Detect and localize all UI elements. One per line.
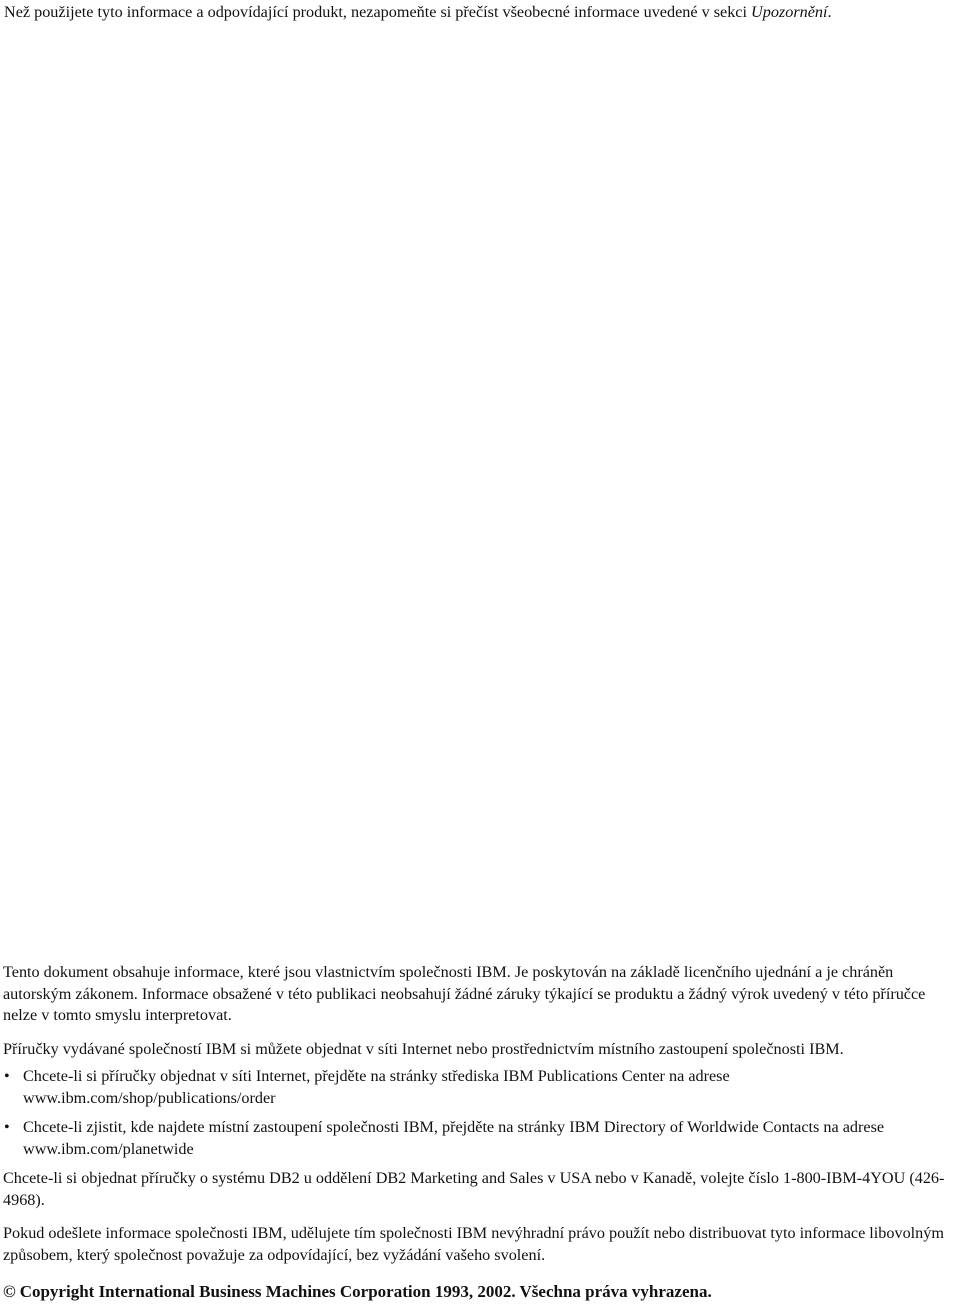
read-notices-end: . [827, 3, 832, 21]
list-item [3, 1117, 955, 1160]
db2-ordering-paragraph: Chcete-li si objednat příručky o systému DB2 u oddělení DB2 Marketing and Sales v USA nebo v Kanadě, volejte číslo 1-800-IBM-4YOU (426-4968). [3, 1169, 945, 1209]
notices-section-link-text: Upozornění [751, 3, 828, 21]
bullet-icon: • [4, 1067, 10, 1085]
ordering-intro-paragraph: Příručky vydávané společností IBM si můžete objednat v síti Internet nebo prostřednictvím místního zastoupení společnosti IBM. [3, 1039, 844, 1058]
read-notices-text: Než použijete tyto informace a odpovídající produkt, nezapomeňte si přečíst všeobecné informace uvedené v sekci [4, 3, 752, 21]
bullet-icon: • [4, 1118, 10, 1136]
copyright-line [3, 1280, 955, 1304]
copyright-icon: © [3, 1282, 16, 1301]
read-notices-note [4, 1, 954, 23]
worldwide-contacts-text: Chcete-li zjistit, kde najdete místní zastoupení společnosti IBM, přejděte na stránky IBM Directory of Worldwide Contacts na adrese www.ibm.com/planetwide [23, 1118, 885, 1158]
copyright-text: Copyright International Business Machines Corporation 1993, 2002. Všechna práva vyhrazena. [19, 1282, 712, 1301]
list-item [3, 1066, 955, 1109]
ordering-options-list [3, 1066, 955, 1160]
legal-notice-block [3, 962, 955, 1278]
publications-center-text: Chcete-li si příručky objednat v síti Internet, přejděte na stránky střediska IBM Publications Center na adrese www.ibm.com/shop/publications/order [23, 1067, 730, 1107]
ownership-paragraph: Tento dokument obsahuje informace, které jsou vlastnictvím společnosti IBM. Je poskytován na základě licenčního ujednání a je chráněn autorským zákonem. Informace obsažené v této publikaci neobsahují žádné záruky týkající se produktu a žádný výrok uvedený v této příručce nelze v tomto smyslu interpretovat. [3, 963, 926, 1024]
rights-grant-paragraph: Pokud odešlete informace společnosti IBM, udělujete tím společnosti IBM nevýhradní právo použít nebo distribuovat tyto informace libovolným způsobem, který společnost považuje za odpovídající, bez vyžádání vašeho svolení. [3, 1224, 944, 1264]
